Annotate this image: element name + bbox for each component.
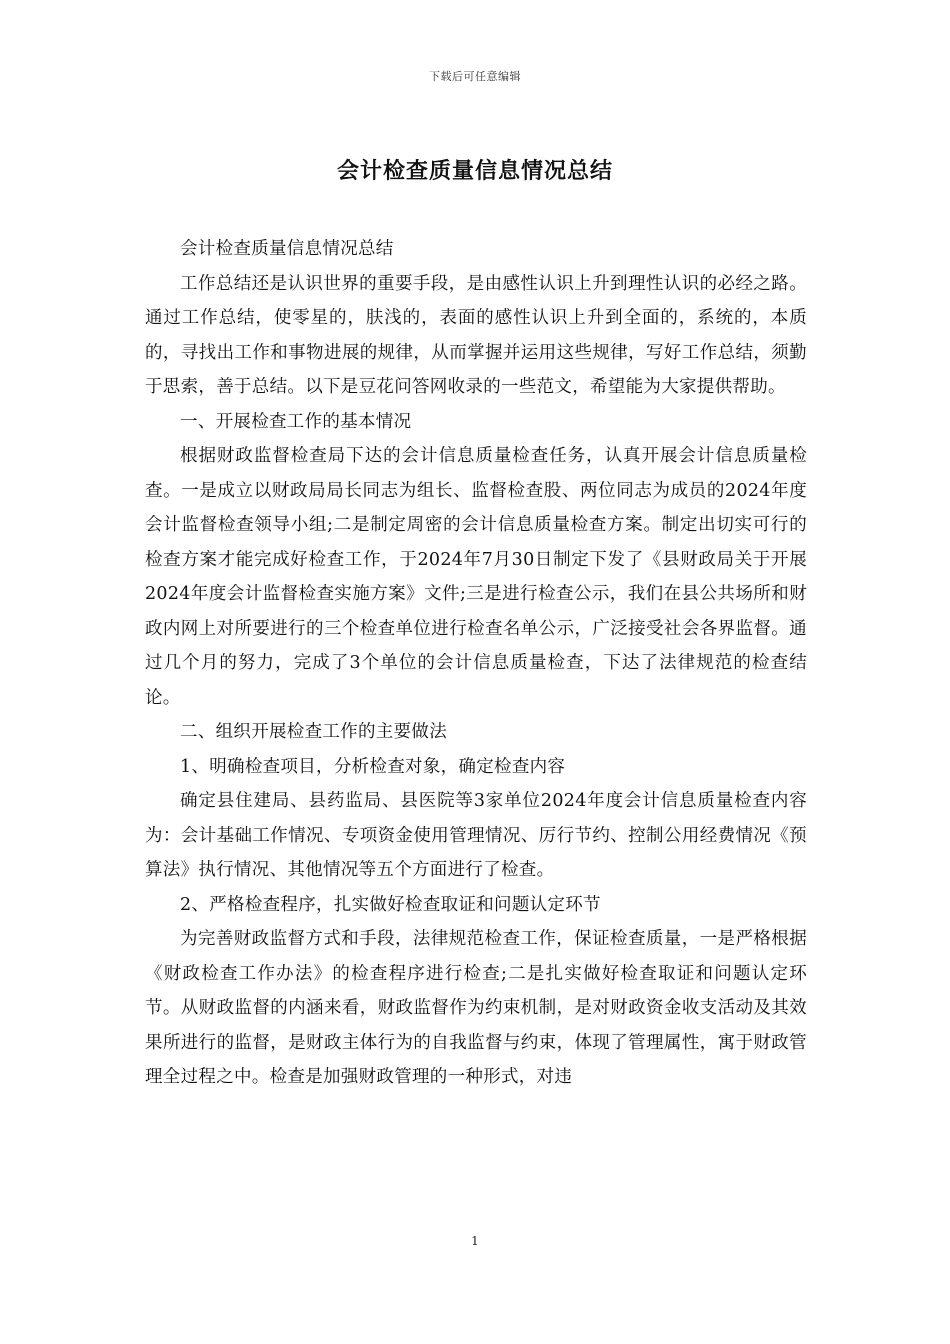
subheading-2-2: 2、严格检查程序，扎实做好检查取证和问题认定环节 bbox=[180, 894, 601, 915]
paragraph-subtitle: 会计检查质量信息情况总结 bbox=[180, 239, 394, 259]
section-heading-1: 一、开展检查工作的基本情况 bbox=[180, 411, 412, 432]
section-heading-2: 二、组织开展检查工作的主要做法 bbox=[180, 722, 447, 742]
header-note: 下载后可任意编辑 bbox=[429, 70, 521, 83]
page-number: 1 bbox=[471, 1234, 479, 1248]
paragraph-2-2: 为完善财政监督方式和手段，法律规范检查工作，保证检查质量，一是严格根据《财政检查工作办法》的检查程序进行检查;二是扎实做好检查取证和问题认定环节。从财政监督的内涵来看，财政监督作为约束机制，是对财政资金收支活动及其效果所进行的监督，是财政主体行为的自我监督与约束，体现了管理属性，寓于财政管理全过程之中。检查是加强财政管理的一种形式，对违 bbox=[145, 929, 807, 1087]
subheading-2-1: 1、明确检查项目，分析检查对象，确定检查内容 bbox=[180, 756, 566, 777]
paragraph-intro: 工作总结还是认识世界的重要手段，是由感性认识上升到理性认识的必经之路。通过工作总结，使零星的，肤浅的，表面的感性认识上升到全面的，系统的，本质的，寻找出工作和事物进展的规律，从而掌握并运用这些规律，写好工作总结，须勤于思索，善于总结。以下是豆花问答网收录的一些范文，希望能为大家提供帮助。 bbox=[145, 273, 807, 397]
document-body bbox=[145, 232, 807, 1095]
document-title: 会计检查质量信息情况总结 bbox=[336, 158, 613, 184]
paragraph-2-1: 确定县住建局、县药监局、县医院等3家单位2024年度会计信息质量检查内容为：会计基础工作情况、专项资金使用管理情况、厉行节约、控制公用经费情况《预算法》执行情况、其他情况等五个方面进行了检查。 bbox=[145, 791, 807, 880]
paragraph-section-1: 根据财政监督检查局下达的会计信息质量检查任务，认真开展会计信息质量检查。一是成立以财政局局长同志为组长、监督检查股、两位同志为成员的2024年度会计监督检查领导小组;二是制定周密的会计信息质量检查方案。制定出切实可行的检查方案才能完成好检查工作，于2024年7月30日制定下发了《县财政局关于开展2024年度会计监督检查实施方案》文件;三是进行检查公示，我们在县公共场所和财政内网上对所要进行的三个检查单位进行检查名单公示，广泛接受社会各界监督。通过几个月的努力，完成了3个单位的会计信息质量检查，下达了法律规范的检查结论。 bbox=[145, 446, 807, 708]
